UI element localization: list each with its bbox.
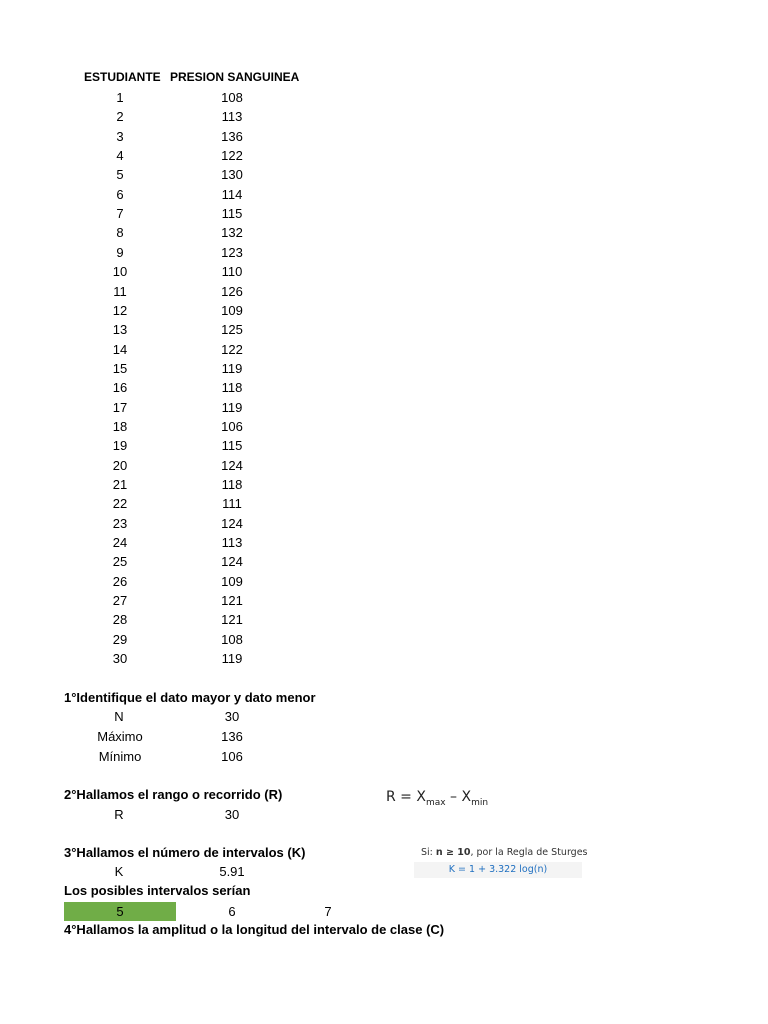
student-number-cell: 7: [116, 206, 124, 221]
student-number-cell: 21: [112, 477, 128, 492]
blood-pressure-cell: 132: [221, 225, 243, 240]
step3-title: 3°Hallamos el número de intervalos (K): [64, 845, 306, 860]
blood-pressure-cell: 121: [221, 593, 243, 608]
student-number-cell: 28: [112, 612, 128, 627]
student-number-cell: 11: [113, 284, 127, 299]
blood-pressure-cell: 109: [221, 303, 243, 318]
blood-pressure-cell: 118: [221, 380, 243, 395]
student-number-cell: 10: [112, 264, 128, 279]
blood-pressure-cell: 124: [221, 516, 243, 531]
student-number-cell: 27: [112, 593, 128, 608]
interval-option-selected: 5: [64, 902, 176, 921]
blood-pressure-cell: 124: [221, 554, 243, 569]
step1-title: 1°Identifique el dato mayor y dato menor: [64, 690, 316, 705]
blood-pressure-cell: 108: [221, 90, 243, 105]
blood-pressure-cell: 136: [221, 129, 243, 144]
interval-option: 7: [324, 904, 332, 919]
blood-pressure-cell: 113: [221, 535, 243, 550]
blood-pressure-cell: 125: [221, 322, 243, 337]
sturges-suffix: , por la Regla de Sturges: [470, 847, 588, 858]
blood-pressure-cell: 122: [221, 342, 243, 357]
min-value: 106: [221, 749, 243, 764]
intervals-title: Los posibles intervalos serían: [64, 883, 251, 898]
student-number-cell: 22: [112, 496, 128, 511]
blood-pressure-cell: 113: [221, 109, 243, 124]
student-number-cell: 5: [116, 167, 124, 182]
column-header-presion-text: PRESION SANGUINEA: [170, 70, 300, 84]
student-number-cell: 9: [116, 245, 124, 260]
blood-pressure-cell: 126: [221, 284, 243, 299]
range-formula-sub-max: max: [425, 797, 446, 808]
sturges-formula: K = 1 + 3.322 log(n): [414, 862, 582, 878]
n-value: 30: [224, 709, 240, 724]
range-formula-main: R = X: [386, 789, 426, 805]
k-value: 5.91: [219, 864, 245, 879]
student-number-cell: 2: [116, 109, 124, 124]
k-label: K: [114, 864, 124, 879]
student-number-cell: 13: [112, 322, 128, 337]
sturges-condition: [421, 847, 588, 858]
column-header-estudiante: ESTUDIANTE: [84, 70, 161, 84]
student-number-cell: 18: [112, 419, 128, 434]
sturges-prefix: Si:: [421, 847, 436, 858]
interval-option: 6: [228, 904, 236, 919]
student-number-cell: 20: [112, 458, 128, 473]
max-value: 136: [221, 729, 243, 744]
student-number-cell: 29: [112, 632, 128, 647]
blood-pressure-cell: 121: [221, 612, 243, 627]
student-number-cell: 17: [112, 400, 128, 415]
student-number-cell: 25: [112, 554, 128, 569]
student-number-cell: 24: [112, 535, 128, 550]
student-number-cell: 4: [116, 148, 124, 163]
blood-pressure-cell: 119: [221, 400, 243, 415]
blood-pressure-cell: 115: [221, 206, 243, 221]
blood-pressure-cell: 122: [221, 148, 243, 163]
blood-pressure-cell: 111: [222, 496, 242, 511]
blood-pressure-cell: 118: [221, 477, 243, 492]
r-label: R: [114, 807, 124, 822]
student-number-cell: 6: [116, 187, 124, 202]
student-number-cell: 3: [116, 129, 124, 144]
range-formula-mid: – X: [445, 789, 472, 805]
student-number-cell: 1: [116, 90, 124, 105]
student-number-cell: 15: [112, 361, 128, 376]
student-number-cell: 26: [112, 574, 128, 589]
blood-pressure-cell: 124: [221, 458, 243, 473]
range-formula-sub-min: min: [471, 797, 489, 808]
blood-pressure-cell: 115: [221, 438, 243, 453]
blood-pressure-cell: 130: [221, 167, 243, 182]
blood-pressure-cell: 110: [221, 264, 243, 279]
blood-pressure-cell: 106: [221, 419, 243, 434]
blood-pressure-cell: 108: [221, 632, 243, 647]
student-number-cell: 16: [112, 380, 128, 395]
r-value: 30: [224, 807, 240, 822]
blood-pressure-cell: 119: [221, 361, 243, 376]
max-label: Máximo: [97, 729, 143, 744]
blood-pressure-cell: 114: [221, 187, 243, 202]
sturges-bold: n ≥ 10: [435, 847, 471, 858]
blood-pressure-cell: 123: [221, 245, 243, 260]
n-label: N: [114, 709, 124, 724]
student-number-cell: 12: [112, 303, 128, 318]
student-number-cell: 30: [112, 651, 128, 666]
blood-pressure-cell: 119: [221, 651, 243, 666]
min-label: Mínimo: [98, 749, 142, 764]
student-number-cell: 19: [112, 438, 128, 453]
student-number-cell: 14: [112, 342, 128, 357]
step4-title: 4°Hallamos la amplitud o la longitud del intervalo de clase (C): [64, 922, 445, 937]
blood-pressure-cell: 109: [221, 574, 243, 589]
step2-title: 2°Hallamos el rango o recorrido (R): [64, 787, 283, 802]
student-number-cell: 8: [116, 225, 124, 240]
student-number-cell: 23: [112, 516, 128, 531]
range-formula: [386, 789, 488, 808]
column-header-presion: [170, 70, 300, 84]
